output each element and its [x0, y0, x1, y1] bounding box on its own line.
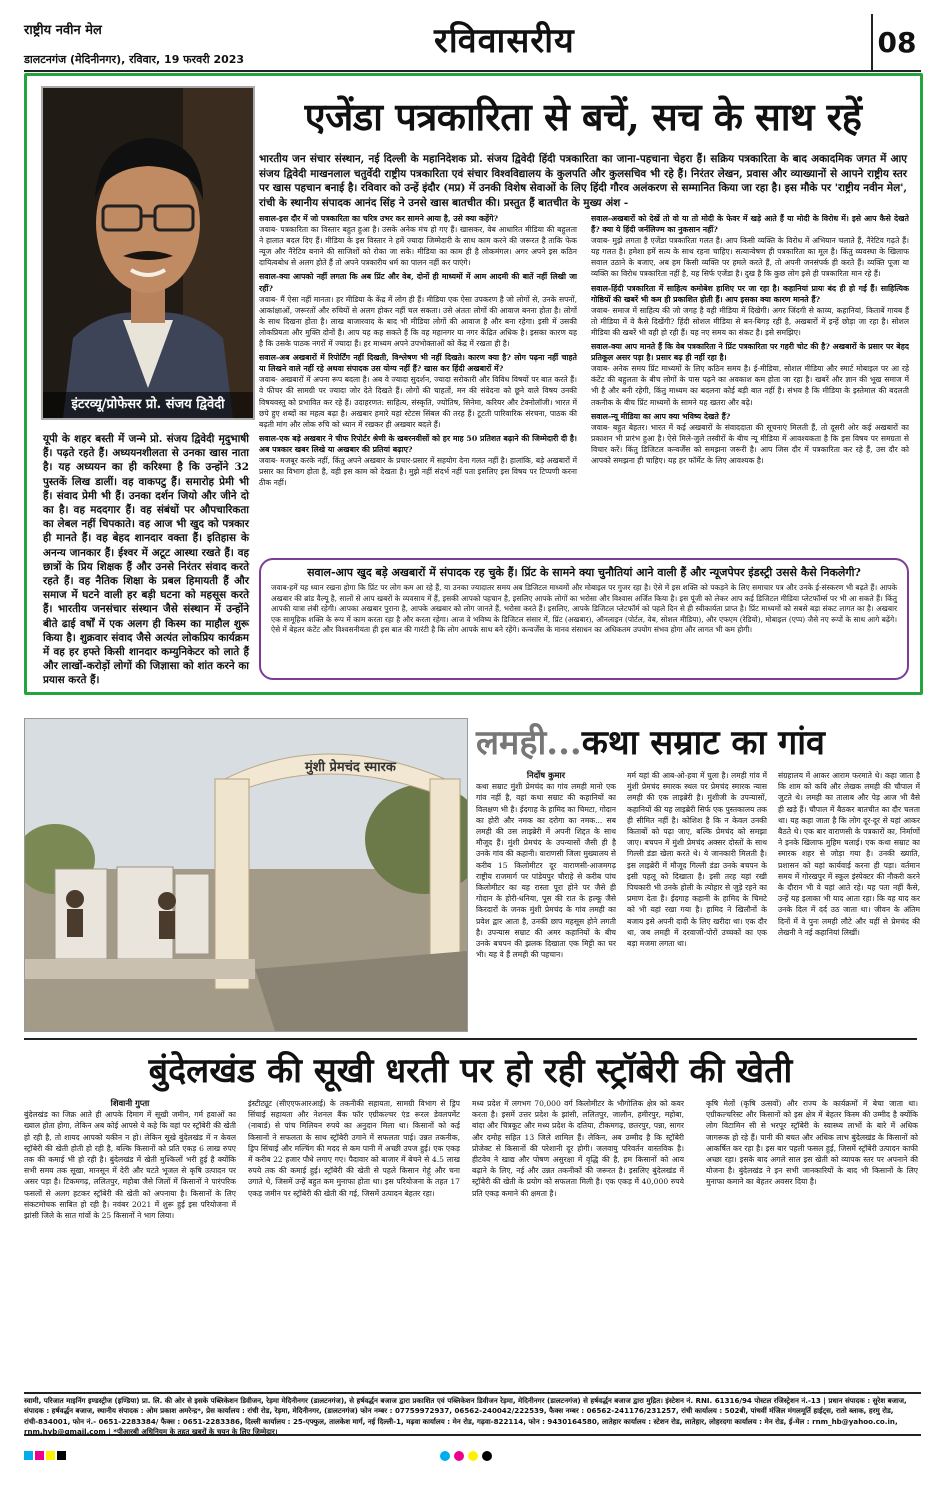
interview-box — [24, 73, 923, 695]
interview-intro: भारतीय जन संचार संस्थान, नई दिल्ली के महानिदेशक प्रो. संजय द्विवेदी हिंदी पत्रकारिता का जाना-पहचाना चेहरा हैं। सक्रिय पत्रकारिता के बाद अकादमिक जगत में आए संजय द्विवेदी माखनलाल चतुर्वेदी राष्ट्रीय पत्रकारिता एवं संचार विश्वविद्यालय के कुलपति और कुलसचिव भी रहे हैं। निरंतर लेखन, प्रवास और व्याख्यानों से आपने राष्ट्रीय स्तर पर खास पहचान बनाई है। रविवार को उन्हें इंदौर (मप्र) में उनकी विशेष सेवाओं के लिए हिंदी गौरव अलंकरण से सम्मानित किया जा रहा है। इस मौके पर 'राष्ट्रीय नवीन मेल', रांची के स्थानीय संपादक आनंद सिंह ने उनसे खास बातचीत की। प्रस्तुत हैं बातचीत के मुख्य अंश - — [259, 153, 907, 209]
answer: जवाब- अखबारों में अपना रूप बदला है। अब वे ज्यादा सुदर्शन, ज्यादा सरोकारी और विविध विषयों पर बात करते हैं। वे फीचर की सामग्री पर ज्यादा जोर देते दिखते हैं। लोगों की चाहतों, मन की संवेदना को छूने वाले विषय उनकी विषयवस्तु को प्रभावित कर रहे हैं। उदाहरणत: साहित्य, संस्कृति, ज्योतिष, सिनेमा, करियर और टेक्नोलॉजी। भारत में छपे हुए शब्दों का महत्व बढ़ा है। अखबार हमारे यहां स्टेटस सिंबल की तरह हैं। टूटती पारिवारिक संरचना, पाठक की बढ़ती मांग और लोक रुचि को ध्यान में रखकर ही अखबार बदले हैं। — [259, 375, 577, 429]
profile-bio: यूपी के शहर बस्ती में जन्मे प्रो. संजय द्विवेदी मृदुभाषी हैं। पढ़ते रहते हैं। अध्ययनशीलता से उनका खास नाता है। यह अध्ययन का ही करिश्मा है कि उन्होंने 32 पुस्तकें लिख डालीं। वह वाकपटु हैं। समारोह प्रेमी भी हैं। संवाद प्रेमी भी हैं। उनका दर्शन जियो और जीने दो का है। वह मददगार हैं। वह संबंधों पर औपचारिकता का लेबल नहीं चिपकाते। वह आज भी खुद को पत्रकार ही मानते हैं। वह बेहद शानदार वक्ता हैं। इतिहास के अनन्य जानकार हैं। ईश्वर में अटूट आस्था रखते हैं। वह छात्रों के प्रिय शिक्षक हैं और उनसे निरंतर संवाद करते रहते हैं। वह नैतिक शिक्षा के प्रबल हिमायती हैं और समाज में घटने वाली हर बड़ी घटना को महसूस करते हैं। भारतीय जनसंचार संस्थान जैसे संस्थान में उन्होंने बीते ढाई वर्षों में एक अलग ही किस्म का माहौल शुरू किया है। शुक्रवार संवाद जैसे अत्यंत लोकप्रिय कार्यक्रम में वह हर हफ्ते किसी शानदार कम्युनिकेटर को लाते हैं और लाखों-करोड़ों लोगों की जिज्ञासा को शांत करने का प्रयास करते हैं। — [43, 433, 249, 687]
question: सवाल-क्या आप मानते हैं कि वेब पत्रकारिता ने प्रिंट पत्रकारिता पर गहरी चोट की है? अखबारों के प्रसार पर बेहद प्रतिकूल असर पड़ा है। प्रसार बढ़ ही नहीं रहा है। — [591, 342, 909, 363]
yellow-dot — [468, 1451, 478, 1461]
strawberry-headline: बुंदेलखंड की सूखी धरती पर हो रही स्ट्रॉबेरी की खेती — [24, 1038, 917, 1092]
cyan-dot — [440, 1451, 450, 1461]
byline: शिवानी गुप्ता — [110, 1098, 150, 1108]
strawberry-column-4: कृषि मेलों (कृषि उत्सवों) और राज्य के कार्यक्रमों में बेचा जाता था। एग्रीकल्चरिस्ट और किसानों को इस क्षेत्र में बेहतर किस्म की उम्मीद है क्योंकि लोग विटामिन सी से भरपूर स्ट्रॉबेरी के स्वास्थ्य लाभों के बारे में अधिक जागरूक हो रहे हैं। पानी की बचत और अधिक लाभ बुंदेलखंड के किसानों को आकर्षित कर रहा है। इस बार पहली फसल हुई, जिसमें स्ट्रॉबेरी उत्पादन काफी अच्छा रहा। इसके बाद अगले साल इस खेती को व्यापक स्तर पर अपनाने की योजना है। बुंदेलखंड ने इन सभी जानकारियों के बाद भी किसानों के लिए मुनाफा कमाने का बेहतर अवसर दिया है। — [706, 1099, 918, 1187]
portrait-photo — [41, 86, 255, 420]
byline: निर्दोष कुमार — [526, 770, 566, 780]
answer: जवाब- मजबूर करके नहीं, किंतु अपने अखबार के प्रचार-प्रसार में सहयोग देना गलत नहीं है। हालांकि, बड़े अखबारों में प्रसार का विभाग होता है, वही इस काम को देखता है। मुझे नहीं संदर्भ नहीं पता इसलिए इस विषय पर टिप्पणी करना ठीक नहीं। — [259, 455, 577, 488]
interview-headline: एजेंडा पत्रकारिता से बचें, सच के साथ रहें — [304, 94, 862, 139]
masthead — [24, 14, 921, 72]
color-registration-dots — [440, 1451, 492, 1461]
color-registration-squares — [24, 1451, 66, 1460]
section-title: रविवासरीय — [434, 21, 575, 61]
answer: जवाब- बहुत बेहतर। भारत में कई अखबारों के संवाददाता की सूचनाएं मिलती हैं, तो दूसरी ओर कई अखबारों का प्रकाशन भी प्रारंभ हुआ है। ऐसे मिले-जुले तस्वीरों के बीच न्यू मीडिया में आवश्यकता है कि इस विषय पर समग्रता से विचार करें। किंतु डिजिटल कन्वर्जेंस को समझना जरूरी है। आप जिस दौर में पत्रकारिता कर रहे हैं, उस दौर को आपको समझना ही चाहिए। यह हर फॉर्मेट के लिए आवश्यक है। — [591, 422, 909, 465]
question: सवाल-एक बड़े अखबार ने चीफ रिपोर्टर श्रेणी के खबरनवीसों को हर माह 50 प्रतिशत बढ़ाने की जिम्मेदारी दी है। अब पत्रकार खबर लिखे या अखबार की प्रतियां बढ़ाए? — [259, 433, 577, 454]
qa-column-1 — [259, 213, 577, 593]
page-number: 08 — [871, 14, 921, 70]
question: सवाल-क्या आपको नहीं लगता कि अब प्रिंट और वेब, दोनों ही माध्यमों में आम आदमी की बातें नहीं लिखी जा रहीं? — [259, 272, 577, 293]
headline-prefix: लमही... — [476, 723, 582, 763]
paper-name: राष्ट्रीय नवीन मेल — [24, 23, 102, 38]
publisher-imprint: स्वामी, परिजात माइनिंग इण्डस्ट्रीज (इण्डिया) प्रा. लि. की ओर से इसके पब्लिकेशन डिवीजन, रेड़मा मेदिनीनगर (डालटनगंज), से हर्षवर्द्धन बजाज द्वारा प्रकाशित एवं पब्लिकेशन डिवीजन रेड़मा, मेदिनीनगर (डालटनगंज) से हर्षवर्द्धन बजाज द्वारा मुद्रित। इंस्टेशन नं. RNI. 61316/94 पोस्टल रजिस्ट्रेशन नं.-13 | प्रधान संपादक : सुरेश बजाज, संपादक : हर्षवर्द्धन बजाज, स्थानीय संपादक : ओम प्रकाश अमरेन्द्र*, प्रेस कार्यालय : रांची रोड, रेड़मा, मेदिनीनगर, (डालटनगंज) फोन नम्बर : 07759972937, 06562-240042/222539, फैक्स नम्बर : 06562-241176/231257, रांची कार्यालय : 502बी, पांचवीं मंजिल मंगलमूर्ति हाईट्स, रातो ब्लाक, हरमु रोड, रांची-834001, फोन नं.- 0651-2283384/ फैक्स : 0651-2283386, दिल्ली कार्यालय : 25-एफ्फुल, तालकेश मार्ग, नई दिल्ली-1, मढ़वा कार्यालय : मेन रोड, गढ़वा-822114, फोन : 9430164580, लातेहार कार्यालय : स्टेशन रोड, लातेहार, लोहरदगा कार्यालय : मेन रोड, ई-मेल : rnm_hb@yahoo.co.in, rnm.hvb@gmail.com | *पीआरबी अधिनियम के तहत खबरों के चयन के लिए जिम्मेदार। — [24, 1392, 921, 1436]
lamhi-column-3: संग्रहालय में आकर आराम फरमाते थे। कहा जाता है कि शाम को कवि और लेखक लमही की चौपाल में जुटते थे। लमही का तालाब और पेड़ आज भी वैसे ही खड़े हैं। चौपाल में बैठकर बातचीत का दौर चलता था। यह कहा जाता है कि लोग दूर-दूर से यहां आकर बैठते थे। एक बार वाराणसी के पत्रकारों का, निर्माणों ने इनके खिलाफ मुहिम चलाई। एक कथा सम्राट का स्मारक शहर से जोड़ा गया है। उनकी ख्याति, प्रशासन को यहां कार्यवाई करना ही पड़ा। वर्तमान समय में गोरखपुर में स्कूल इंस्पेक्टर की नौकरी करने के दौरान भी वे यहां आते रहे। यह पता नहीं कैसे, उन्हें यह इलाका भी याद आता रहा। कि वह याद कर उनके दिल में दर्द उठ जाता था। जीवन के अंतिम दिनों में वे पुनः लमही लौटे और यहीं से प्रेमचंद की लेखनी ने नई कहानियां लिखीं। — [778, 771, 920, 937]
strawberry-column-3: मध्य प्रदेश में लगभग 70,000 वर्ग किलोमीटर के भौगोलिक क्षेत्र को कवर करता है। इसमें उत्तर प्रदेश के झांसी, ललितपुर, जालौन, हमीरपुर, महोबा, बांदा और चित्रकूट और मध्य प्रदेश के दतिया, टीकमगढ़, छतरपुर, पन्ना, सागर और दमोह सहित 13 जिले शामिल हैं। लेकिन, अब उम्मीद है कि स्ट्रॉबेरी प्रोजेक्ट से किसानों की परेशानी दूर होगी। जलवायु परिवर्तन वास्तविक है। हीटवेव ने खाद्य और पोषण असुरक्षा में वृद्धि की है, हम किसानों को आय बढ़ाने के लिए, नई और उन्नत तकनीकों की जरूरत है। इसलिए बुंदेलखंड में स्ट्रॉबेरी की खेती के प्रयोग को सफलता मिली है। एक एकड़ में 40,000 रुपये प्रति एकड़ कमाने की क्षमता है। — [472, 1099, 684, 1198]
gate-sign-text: मुंशी प्रेमचंद स्मारक — [305, 760, 396, 775]
highlight-question-box — [259, 558, 909, 680]
magenta-square — [35, 1451, 44, 1460]
article-text: कथा सम्राट मुंशी प्रेमचंद का गांव लमही मानो एक गांव नहीं है, वहां कथा सम्राट की कहानियों का विलक्षण भी है। ईदगाह के हामिद का चिमटा, गोदान का होरी और नमक का दरोगा का नमक... सब लमही की उस लाइब्रेरी में अपनी शिद्दत के साथ मौजूद हैं। मुंशी प्रेमचंद के उपन्यासों जैसी ही है उनके गांव की कहानी। वाराणसी जिला मुख्यालय से करीब 15 किलोमीटर दूर वाराणसी-आजमगढ़ राष्ट्रीय राजमार्ग पर पांडेयपुर चौराहे से करीब पांच किलोमीटर का यह रास्ता पूरा होने पर जैसे ही गोदान के होरी-धनिया, पूस की रात के हल्कू जैसे किरदारों के जनक मुंशी प्रेमचंद के गांव लमही का प्रवेश द्वार आता है, उनकी छाप महसूस होने लगती है। उपन्यास सम्राट की अमर कहानियों के बीच उनके बचपन की झलक दिखाता एक मिट्टी का घर भी। यह वे हैं लमही की पहचान। — [476, 782, 616, 960]
qa-column-2 — [591, 213, 909, 593]
lamhi-column-2: मर्म यहां की आब-ओ-हवा में घुला है। लमही गांव में मुंशी प्रेमचंद स्मारक स्थल पर प्रेमचंद स्मारक न्यास लमही की एक लाइब्रेरी है। मुंशीजी के उपन्यासों, कहानियों की यह लाइब्रेरी सिर्फ एक पुस्तकालय तक ही सीमित नहीं है। कोशिश है कि न केवल उनकी किताबों को पढ़ा जाए, बल्कि प्रेमचंद को समझा जाए। बचपन में मुंशी प्रेमचंद अक्सर दोस्तों के साथ गिल्ली डंडा खेला करते थे। ये जानकारी मिलती है। इस लाइब्रेरी में मौजूद गिल्ली डंडा उनके बचपन के इसी पहलू को दिखाता है। इसी तरह यहां रखी पिचकारी भी उनके होली के त्योहार से जुड़े रहने का प्रमाण देता है। ईदगाह कहानी के हामिद के चिमटे को भी यहां रखा गया है। हामिद ने खिलौनों के बजाय इसे अपनी दादी के लिए खरीदा था। एक दौर था, जब लमही में दरवाजों-पोरों उच्चकों का एक बड़ा मजमा लगता था। — [627, 771, 767, 949]
highlight-question: सवाल-आप खुद बड़े अखबारों में संपादक रह चुके हैं। प्रिंट के सामने क्या चुनौतियां आने वाली हैं और न्यूजपेपर इंडस्ट्री उससे कैसे निकलेगी? — [307, 566, 861, 579]
portrait-illustration — [43, 88, 253, 418]
answer: जवाब- समाज में साहित्य की जो जगह है वही मीडिया में दिखेगी। अगर जिंदगी से काव्य, कहानियां, किताबें गायब हैं तो मीडिया में वे कैसे दिखेंगी? हिंदी सोशल मीडिया से बन-बिगड़ रही है, अखबारों में इन्हें छोड़ा जा रहा है। सोशल मीडिया की खबरें भी वही हो रही हैं। यह नए समय का संकट है। इसे समझिए। — [591, 305, 909, 337]
lamhi-headline — [476, 718, 920, 764]
answer: जवाब- मुझे लगता है एजेंडा पत्रकारिता गलत है। आप किसी व्यक्ति के विरोध में अभियान चलाते हैं, नैरेटिव गढ़ते हैं। यह गलत है। हमेशा हमें सत्य के साथ रहना चाहिए। सत्यान्वेषण ही पत्रकारिता का मूल है। किंतु व्यवस्था के खिलाफ सवाल उठाने के बजाए, अब हम किसी व्यक्ति पर हमले करते हैं, तो अपनी जनसंपर्क ही करते हैं। व्यक्ति पूजा या व्यक्ति का विरोध पत्रकारिता नहीं है, यह सिर्फ एजेंडा है। दुख है कि कुछ लोग इसे ही पत्रकारिता मान रहे हैं। — [591, 236, 909, 279]
lamhi-illustration — [25, 719, 467, 1031]
question: सवाल-न्यू मीडिया का आप क्या भविष्य देखते हैं? — [591, 411, 731, 421]
dateline: डालटनगंज (मेदिनीनगर), रविवार, 19 फरवरी 2023 — [24, 53, 245, 66]
article-text: बुंदेलखंड का जिक्र आते ही आपके दिमाग में सूखी जमीन, गर्म हवाओं का ख्याल होता होगा, लेकिन अब कोई आपसे ये कहे कि वहां पर स्ट्रॉबेरी की खेती हो रही है, तो शायद आपको यकीन न हो। लेकिन सूखे बुंदेलखंड में न केवल स्ट्रॉबेरी की खेती होती हो रही है, बल्कि किसानों को प्रति एकड़ 6 लाख रुपए तक की कमाई भी हो रही है। बुंदेलखंड में खेती मुश्किलों भरी हुई है क्योंकि सभी समय तक सूखा, मानसून में देरी और घटते भूजल से कृषि उत्पादन पर असर पड़ा है। टिकमगढ़, ललितपुर, महोबा जैसे जिलों में किसानों ने पारंपरिक फसलों से अलग हटकर स्ट्रॉबेरी की खेती को अपनाया है। किसानों के लिए संकटमोचक साबित हो रही है। नवंबर 2021 में शुरू हुई इस परियोजना में झांसी जिले के सात गांवों के 25 किसानों ने भाग लिया। — [24, 1110, 236, 1221]
strawberry-column-2: इंस्टीट्यूट (सीएएफआरआई) के तकनीकी सहायता, सामग्री विभाग से ड्रिप सिंचाई सहायता और नेशनल बैंक फॉर एग्रीकल्चर एंड रूरल डेवलपमेंट (नाबार्ड) से पांच मिलियन रुपये का अनुदान मिला था। किसानों को कई किसानों ने सफलता के साथ स्ट्रॉबेरी उगाने में सफलता पाई। उन्नत तकनीक, ड्रिप सिंचाई और मल्चिंग की मदद से कम पानी में अच्छी उपज हुई। एक एकड़ में करीब 22 हजार पौधे लगाए गए। पैदावार को बाजार में बेचने से 4.5 लाख रुपये तक की कमाई हुई। स्ट्रॉबेरी की खेती से पहले किसान गेहूं और चना उगाते थे, जिसमें उन्हें बहुत कम मुनाफा होता था। इस परियोजना के तहत 17 एकड़ जमीन पर स्ट्रॉबेरी की खेती की गई, जिसमें उत्पादन बेहतर रहा। — [248, 1099, 460, 1198]
lamhi-column-1 — [476, 770, 616, 1032]
headline-main: कथा सम्राट का गांव — [581, 723, 825, 763]
question: सवाल-अखबारों को देखें तो वो या तो मोदी के फेवर में खड़े आते हैं या मोदी के विरोध में। इसे आप कैसे देखते हैं? क्या ये हिंदी जर्नलिज्म का नुकसान नहीं? — [591, 214, 909, 235]
question: सवाल-इस दौर में जो पत्रकारिता का चरित्र उभर कर सामने आया है, उसे क्या कहेंगे? — [259, 214, 499, 223]
photo-caption: इंटरव्यू/प्रोफेसर प्रो. संजय द्विवेदी — [43, 392, 253, 418]
black-square — [57, 1451, 66, 1460]
answer: जवाब- मैं ऐसा नहीं मानता। हर मीडिया के केंद्र में लोग ही हैं। मीडिया एक ऐसा उपकरण है जो लोगों से, उनके सपनों, आकांक्षाओं, जरूरतों और रुचियों से अलग होकर नहीं चल सकता। उसे अंततः लोगों की आवाज बनना होता है। लोगों के साथ दिखना होता है। लाख बाजारवाद के बाद भी मीडिया लोगों की आवाज है और बना रहेगा। इसी में उसकी लोकप्रियता और मुक्ति दोनों है। आप यह कह सकते हैं कि वह महानगर या नगर केंद्रित अधिक है। इसका कारण यह है कि उसके पाठक नगरों में ज्यादा हैं। हर माध्यम अपने उपभोक्ताओं को केंद्र में रखता ही है। — [259, 294, 577, 349]
question: सवाल-अब अखबारों में रिपोर्टिंग नहीं दिखती, विश्लेषण भी नहीं दिखते। कारण क्या है? लोग पढ़ना नहीं चाहते या लिखने वाले नहीं रहे अथवा संपादक उस योग्य नहीं हैं? खास कर हिंदी अखबारों में? — [259, 353, 577, 374]
lamhi-gate-photo — [24, 718, 468, 1032]
cyan-square — [24, 1451, 33, 1460]
highlight-answer: जवाब-हमें यह ध्यान रखना होगा कि प्रिंट पर लोग कम आ रहे हैं, या उनका ज्यादातर समय अब डिजिटल माध्यमों और मोबाइल पर गुजर रहा है। ऐसे में इस शक्ति को पकड़ने के लिए समाचार पत्र और उनके ई-संस्करण भी बढ़ते हैं। आपके अखबार की ब्रांड वैल्यू है, सालों से आप खबरों के व्यवसाय में हैं, इसकी आपको पहचान है, इसलिए आपके लोगों का भरोसा और विश्वास अर्जित किया है। इस पूंजी को लेकर आप कई डिजिटल मीडिया प्लेटफॉर्म्स पर भी आ सकते हैं। किंतु आपकी यात्रा लंबी रहेगी। आपका अखबार पुराना है, आपके अखबार को लोग जानते हैं, भरोसा करते हैं। इसलिए, आपके डिजिटल प्लेटफॉर्म को पहले दिन से ही स्वीकार्यता प्राप्त है। प्रिंट माध्यमों को सबसे बड़ा संकट लागत का है। अखबार एक सामूहिक शक्ति के रूप में काम करता रहा है और करता रहेगा। आज वे भविष्य के डिजिटल संसार में, प्रिंट (अखबार), ऑनलाइन (पोर्टल, वेब, सोशल मीडिया), और एफएम (रेडियो), मोबाइल (एप्प) जैसे नए रूपों के साथ आगे बढ़ेंगे। ऐसे में बेहतर कंटेंट और विश्वसनीयता ही इस बात की गारंटी है कि लोग आपके साथ बने रहेंगे। कन्वर्जेंस के मानव संसाधन का अधिकतम उपयोग संभव होगा और लागत भी कम होगी। — [271, 583, 897, 635]
black-dot — [482, 1451, 492, 1461]
yellow-square — [46, 1451, 55, 1460]
strawberry-column-1 — [24, 1098, 236, 1388]
question: सवाल-हिंदी पत्रकारिता में साहित्य कमोबेश हाशिए पर जा रहा है। कहानियां प्रायः बंद ही हो गई हैं। साहित्यिक गोष्ठियों की खबरें भी कम ही प्रकाशित होती हैं। आप इसका क्या कारण मानते हैं? — [591, 283, 909, 304]
answer: जवाब- अनेक समय प्रिंट माध्यमों के लिए कठिन समय है। ई-मीडिया, सोशल मीडिया और स्मार्ट मोबाइल पर आ रहे कंटेंट की बहुलता के बीच लोगों के पास पढ़ने का अवकाश कम होता जा रहा है। खबरें और ज्ञान की भूख समाज में भी है और बनी रहेगी, किंतु माध्यम का बदलना कोई बड़ी बात नहीं है। संभव है कि मीडिया के इस्तेमाल की बदलती तकनीक के बीच प्रिंट माध्यमों के सामने यह खतरा और बढ़े। — [591, 364, 909, 407]
magenta-dot — [454, 1451, 464, 1461]
answer: जवाब- पत्रकारिता का विस्तार बहुत हुआ है। उसके अनेक मंच हो गए हैं। खासकर, वेब आधारित मीडिया की बहुलता ने हालात बदल दिए हैं। मीडिया के इस विस्तार ने हमें ज्यादा जिम्मेदारी के साथ काम करने की जरूरत है ताकि फेक न्यूज और नैरेटिव बनाने की साजिशों को रोका जा सके। मीडिया का काम ही है लोकमंगल। अगर अपने इस कठिन दायित्वबोध से अलग होते हैं तो अपने पत्रकारीय धर्म का पालन नहीं कर पाएंगे। — [259, 225, 577, 268]
